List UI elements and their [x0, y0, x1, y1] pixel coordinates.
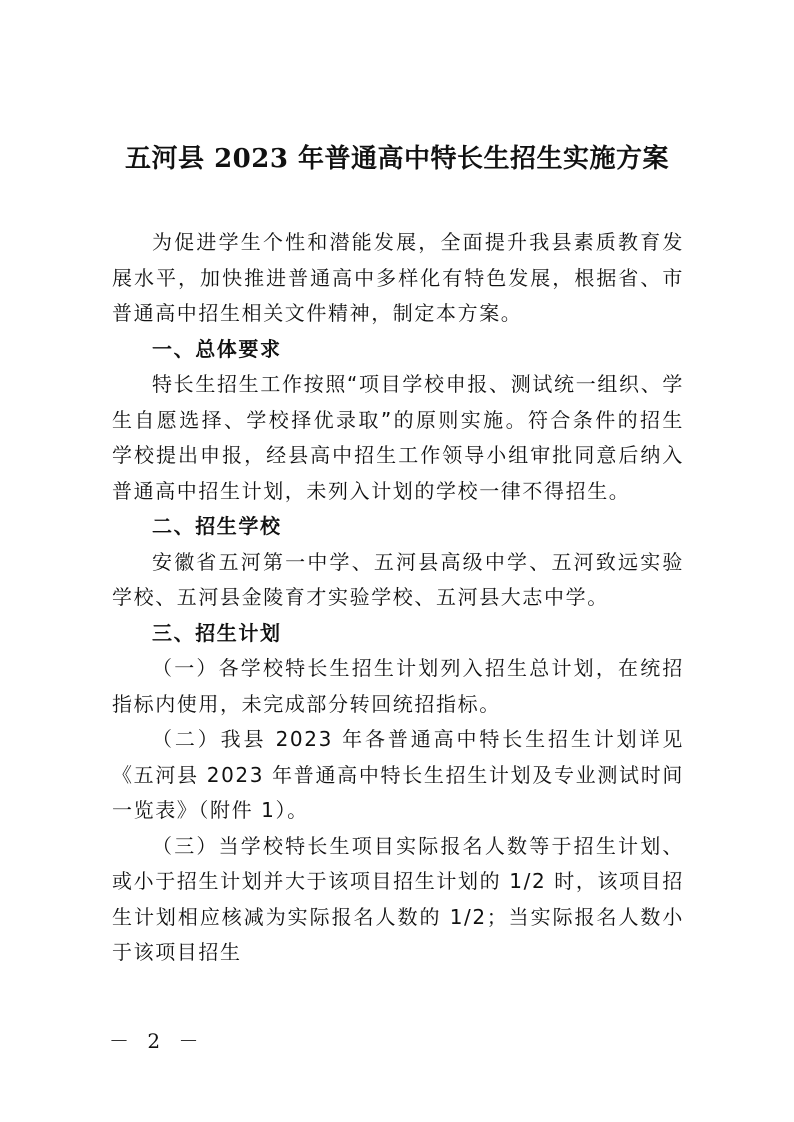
document-body: [112, 225, 684, 971]
section-heading-enrollment-plan: 三、招生计划: [152, 620, 282, 645]
section-heading-general-requirements: 一、总体要求: [152, 336, 282, 361]
section-paragraph: （二）我县 2023 年各普通高中特长生招生计划详见《五河县 2023 年普通高中特长生招生计划及专业测试时间一览表》（附件 1）。: [112, 727, 684, 822]
section-paragraph: （三）当学校特长生项目实际报名人数等于招生计划、或小于招生计划并大于该项目招生计划的 1/2 时，该项目招生计划相应核减为实际报名人数的 1/2；当实际报名人数小于该项目招生: [112, 833, 684, 964]
section-paragraph: 安徽省五河第一中学、五河县高级中学、五河致远实验学校、五河县金陵育才实验学校、五河县大志中学。: [112, 549, 684, 609]
section-paragraph: （一）各学校特长生招生计划列入招生总计划，在统招指标内使用，未完成部分转回统招指标。: [112, 656, 684, 716]
document-title: 五河县 2023 年普通高中特长生招生实施方案: [125, 144, 669, 174]
intro-paragraph: 为促进学生个性和潜能发展，全面提升我县素质教育发展水平，加快推进普通高中多样化有特色发展，根据省、市普通高中招生相关文件精神，制定本方案。: [112, 230, 684, 325]
section-heading-enrollment-schools: 二、招生学校: [152, 514, 282, 538]
section-paragraph: 特长生招生工作按照“项目学校申报、测试统一组织、学生自愿选择、学校择优录取”的原则实施。符合条件的招生学校提出申报，经县高中招生工作领导小组审批同意后纳入普通高中招生计划，未列入计划的学校一律不得招生。: [112, 372, 684, 503]
page-number: － 2 －: [109, 1029, 205, 1053]
